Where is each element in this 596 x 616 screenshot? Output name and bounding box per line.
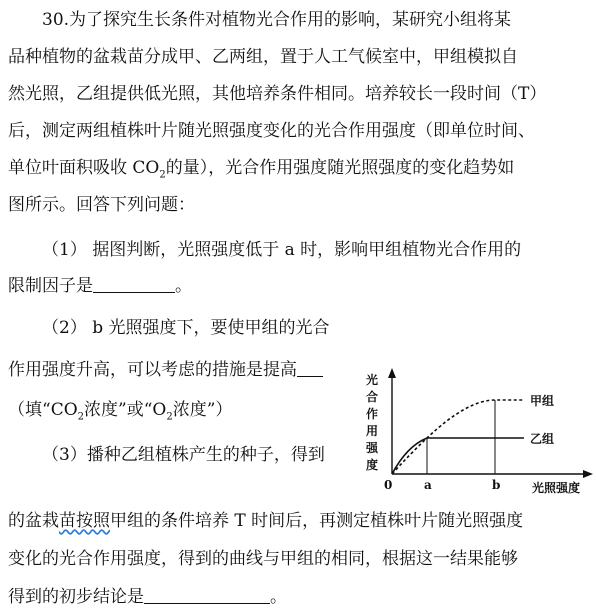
- part1-line-2: 限制因子是 。: [8, 276, 192, 296]
- part3-line-2: 的盆栽苗按照甲组的条件培养 T 时间后，再测定植株叶片随光照强度: [8, 511, 524, 531]
- question-line-4: 后，测定两组植株叶片随光照强度变化的光合作用强度（即单位时间、: [8, 121, 535, 141]
- y-axis-label-char: 光: [366, 373, 379, 387]
- x-tick-a: a: [424, 478, 432, 492]
- y-axis-label-char: 合: [366, 390, 379, 404]
- part1-line-1: （1） 据图判断，光照强度低于 a 时，影响甲组植物光合作用的: [42, 240, 522, 260]
- y-axis-label-char: 度: [366, 458, 379, 472]
- part2-line-3: （填“$CO_2$浓度”或“$O_2$浓度”）: [8, 400, 233, 423]
- y-axis-label-char: 用: [366, 424, 379, 438]
- question-line-5: 单位叶面积吸收 $CO_2$的量），光合作用强度随光照强度的变化趋势如: [8, 158, 515, 181]
- wavy-underlined-text: 苗按照: [59, 511, 110, 531]
- origin-label: 0: [384, 478, 393, 492]
- question-line-1: 30.为了探究生长条件对植物光合作用的影响，某研究小组将某: [42, 10, 512, 30]
- x-tick-b: b: [492, 478, 501, 492]
- part3-line-3: 变化的光合作用强度，得到的曲线与甲组的相同，根据这一结果能够: [8, 549, 518, 569]
- legend-jia: 甲组: [530, 394, 555, 408]
- question-line-6: 图所示。回答下列问题：: [8, 195, 195, 215]
- y-axis-label-char: 强: [366, 441, 379, 455]
- part2-line-2: 作用强度升高，可以考虑的措施是提高: [8, 360, 323, 380]
- y-axis-label: [365, 372, 379, 472]
- curve-yi: [392, 438, 524, 474]
- answer-blank-3[interactable]: [144, 587, 270, 604]
- answer-blank-1[interactable]: [93, 276, 175, 293]
- answer-blank-2[interactable]: [297, 360, 323, 377]
- light-photosynthesis-graph: [362, 364, 594, 496]
- y-axis-label-char: 作: [366, 407, 379, 421]
- x-axis-arrow-icon: [583, 470, 593, 478]
- question-line-2: 品种植物的盆栽苗分成甲、乙两组，置于人工气候室中，甲组模拟自: [8, 47, 518, 67]
- part3-line-1: （3）播种乙组植株产生的种子，得到: [42, 445, 325, 465]
- curve-jia: [392, 400, 524, 474]
- y-axis-arrow-icon: [388, 368, 396, 378]
- part3-line-4: 得到的初步结论是 。: [8, 587, 287, 607]
- x-axis-label: 光照强度: [532, 481, 581, 495]
- question-line-3: 然光照，乙组提供低光照，其他培养条件相同。培养较长一段时间（T）: [8, 84, 547, 104]
- part2-line-1: （2） b 光照强度下，要使甲组的光合: [42, 318, 330, 338]
- legend-yi: 乙组: [530, 432, 555, 446]
